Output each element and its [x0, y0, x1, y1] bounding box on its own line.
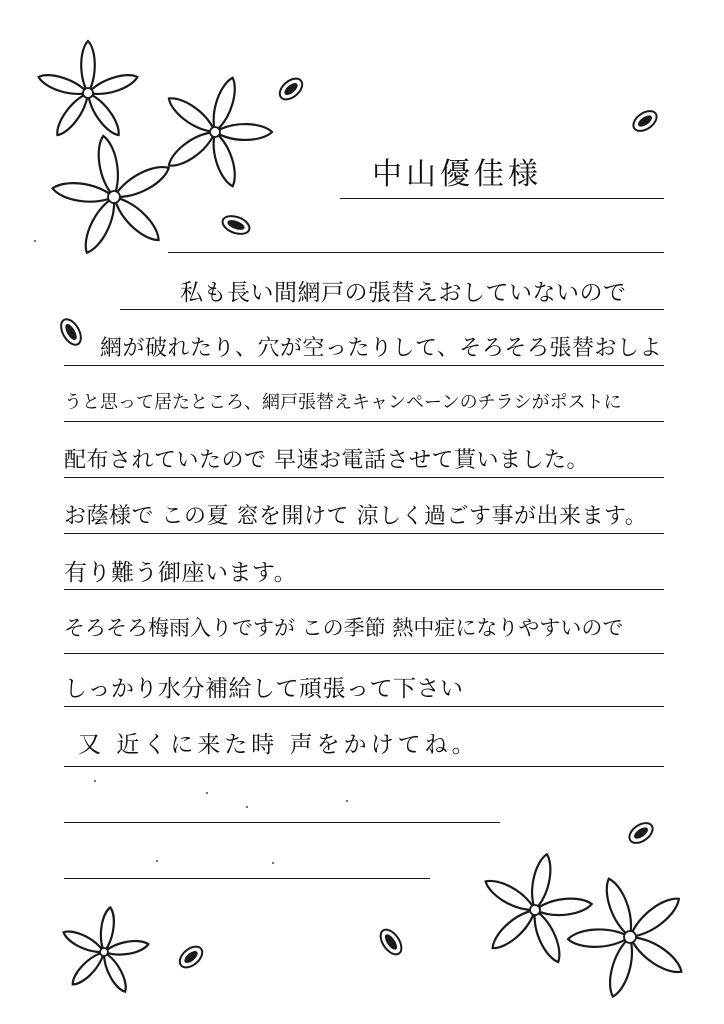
salutation: 中山優佳様: [372, 157, 542, 192]
leaf-icon: [376, 926, 406, 958]
leaf-icon: [56, 316, 86, 348]
leaf-icon: [220, 210, 252, 240]
ink-speck: [206, 792, 208, 794]
ink-speck: [346, 800, 348, 802]
ruled-line: [64, 878, 430, 879]
letter-line: 配布されていたので 早速お電話させて貰いました。: [64, 448, 589, 473]
ruled-line: [340, 198, 664, 199]
ruled-line: [64, 365, 664, 366]
ruled-line: [64, 822, 500, 823]
ruled-line: [64, 589, 664, 590]
flower-icon: [560, 872, 700, 1002]
letter-line: お蔭様で この夏 窓を開けて 涼しく過ごす事が出来ます。: [64, 504, 648, 529]
ink-speck: [34, 240, 36, 242]
flower-icon: [44, 132, 184, 262]
leaf-icon: [176, 942, 206, 972]
ruled-line: [64, 706, 664, 707]
ink-speck: [272, 862, 274, 864]
letter-line: うと思って居たところ、網戸張替えキャンペーンのチラシがポストに: [64, 392, 622, 413]
ink-speck: [94, 780, 96, 782]
ruled-line: [64, 653, 664, 654]
letter-line: 網が破れたり、穴が空ったりして、そろそろ張替おしよ: [100, 336, 663, 361]
leaf-icon: [276, 74, 306, 104]
flower-icon: [54, 904, 154, 1000]
ruled-line: [168, 252, 664, 253]
letter-line: そろそろ梅雨入りですが この季節 熱中症になりやすいので: [64, 616, 624, 640]
letter-line: 私も長い間網戸の張替えおしていないので: [180, 280, 627, 306]
letter-line: 又 近くに来た時 声をかけてね。: [78, 732, 479, 758]
ruled-line: [64, 477, 664, 478]
ink-speck: [246, 806, 248, 808]
letter-line: 有り難う御座います。: [64, 560, 298, 586]
leaf-icon: [630, 106, 660, 136]
ruled-line: [64, 421, 664, 422]
ruled-line: [64, 766, 664, 767]
ruled-line: [64, 533, 664, 534]
letter-line: しっかり水分補給して頑張って下さい: [64, 676, 464, 702]
ruled-line: [120, 309, 664, 310]
leaf-icon: [626, 818, 656, 848]
ink-speck: [156, 860, 158, 862]
